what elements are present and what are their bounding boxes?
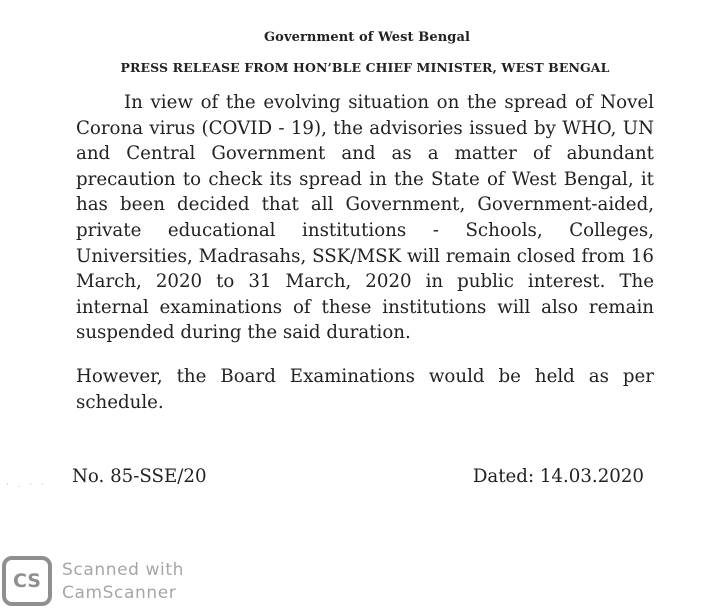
press-release-paragraph-2: However, the Board Examinations would be held as per schedule. <box>76 366 654 413</box>
watermark-camscanner: CamScanner <box>62 583 177 603</box>
camscanner-logo-icon: CS <box>2 556 52 606</box>
document-header-government: Government of West Bengal <box>263 30 471 45</box>
document-date: Dated: 14.03.2020 <box>472 466 644 487</box>
reference-number: No. 85-SSE/20 <box>72 466 207 487</box>
watermark-scanned-with: Scanned with <box>62 560 185 580</box>
press-release-paragraph-1: In view of the evolving situation on the spread of Novel Corona virus (COVID - 19), the advisories issued by WHO, UN and Central Government and as a matter of abundant precaution to check its spread in the State of West Bengal, it has been decided that all Government, Government-aided, private educational institutions - Schools, Colleges, Universities, Madrasahs, SSK/MSK will remain closed from 16 March, 2020 to 31 March, 2020 in public interest. The internal examinations of these institutions will also remain suspended during the said duration. <box>76 92 654 344</box>
document-header-press-release: PRESS RELEASE FROM HON’BLE CHIEF MINISTER, WEST BENGAL <box>120 60 610 75</box>
scan-noise-specks: · . · · <box>6 480 48 490</box>
